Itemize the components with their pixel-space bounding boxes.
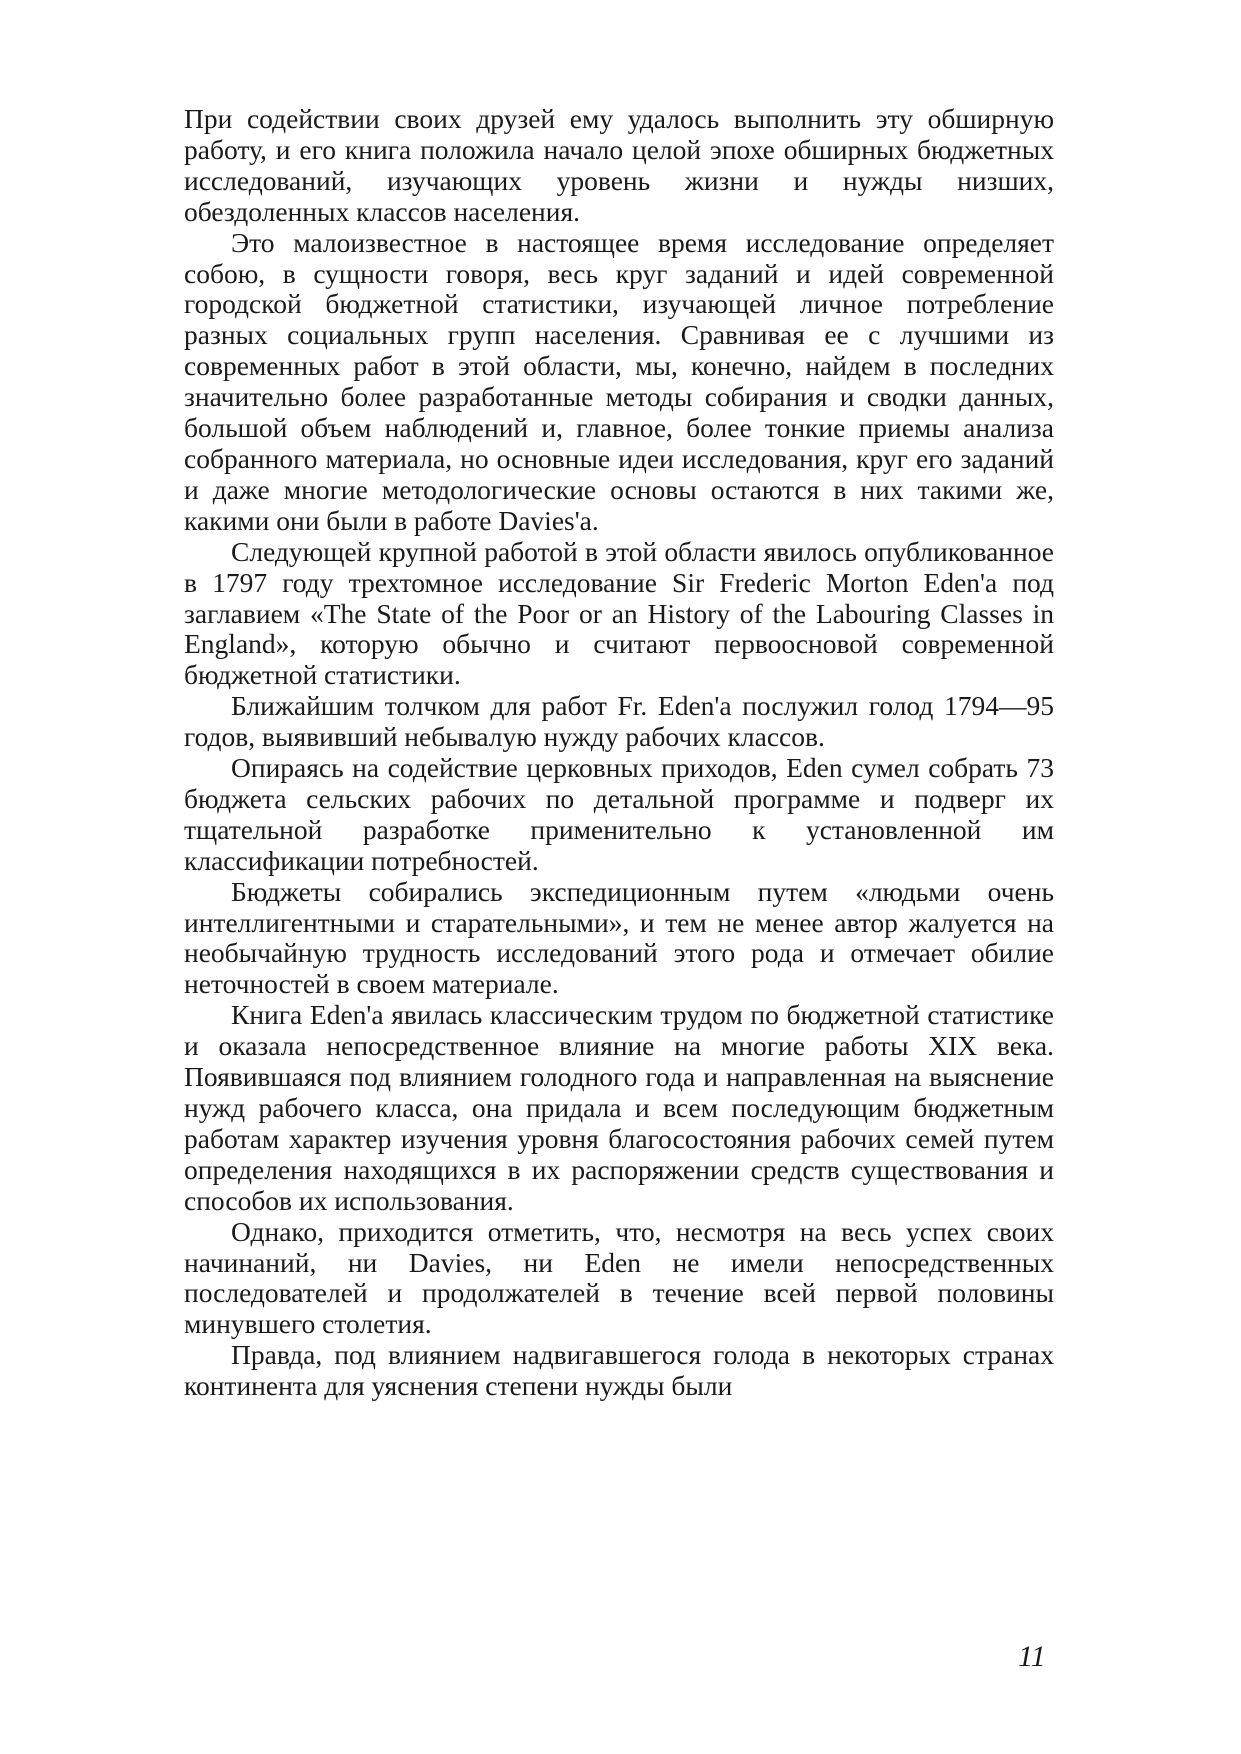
paragraph-8: Однако, приходится отметить, что, несмотря на весь успех своих начинаний, ни Davies, ни Eden не имели непосредственных последователей и продолжателей в течение всей первой половины минувшего столетия. xyxy=(184,1215,1054,1340)
paragraph-9: Правда, под влиянием надвигавшегося голода в некоторых странах континента для уяснения степени нужды были xyxy=(184,1339,1054,1402)
paragraph-1: При содействии своих друзей ему удалось выполнить эту обширную работу, и его книга положила начало целой эпохе обширных бюджетных исследований, изучающих уровень жизни и нужды низших, обездоленных классов населения. xyxy=(184,103,1054,227)
paragraph-2: Это малоизвестное в настоящее время исследование определяет собою, в сущности говоря, весь круг заданий и идей современной городской бюджетной статистики, изучающей личное потребление разных социальных групп населения. Сравнивая ее с лучшими из современных работ в этой области, мы, конечно, найдем в последних значительно более разработанные методы собирания и сводки данных, большой объем наблюдений и, главное, более тонкие приемы анализа собранного материала, но основные идеи исследования, круг его заданий и даже многие методологические основы остаются в них такими же, какими они были в работе Davies'a. xyxy=(184,226,1054,536)
paragraph-3: Следующей крупной работой в этой области явилось опубликованное в 1797 году трехтомное исследование Sir Frederic Morton Eden'a под заглавием «The State of the Poor or an History of the Labouring Classes in England», которую обычно и считают первоосновой современной бюджетной статистики. xyxy=(184,535,1054,691)
body-text xyxy=(184,104,1054,1402)
paragraph-5: Опираясь на содействие церковных приходов, Eden сумел собрать 73 бюджета сельских рабочих по детальной программе и подверг их тщательной разработке применительно к установленной им классификации потребностей. xyxy=(184,752,1054,876)
paragraph-4: Ближайшим толчком для работ Fr. Eden'a послужил голод 1794—95 годов, выявивший небывалую нужду рабочих классов. xyxy=(184,690,1054,753)
page-number: 11 xyxy=(1018,1640,1046,1673)
paragraph-7: Книга Eden'a явилась классическим трудом по бюджетной статистике и оказала непосредственное влияние на многие работы XIX века. Появившаяся под влиянием голодного года и направленная на выяснение нужд рабочего класса, она придала и всем последующим бюджетным работам характер изучения уровня благосостояния рабочих семей путем определения находящихся в их распоряжении средств существования и способов их использования. xyxy=(184,999,1054,1216)
paragraph-6: Бюджеты собирались экспедиционным путем «людьми очень интеллигентными и старательными», и тем не менее автор жалуется на необычайную трудность исследований этого рода и отмечает обилие неточностей в своем материале. xyxy=(184,875,1054,1000)
